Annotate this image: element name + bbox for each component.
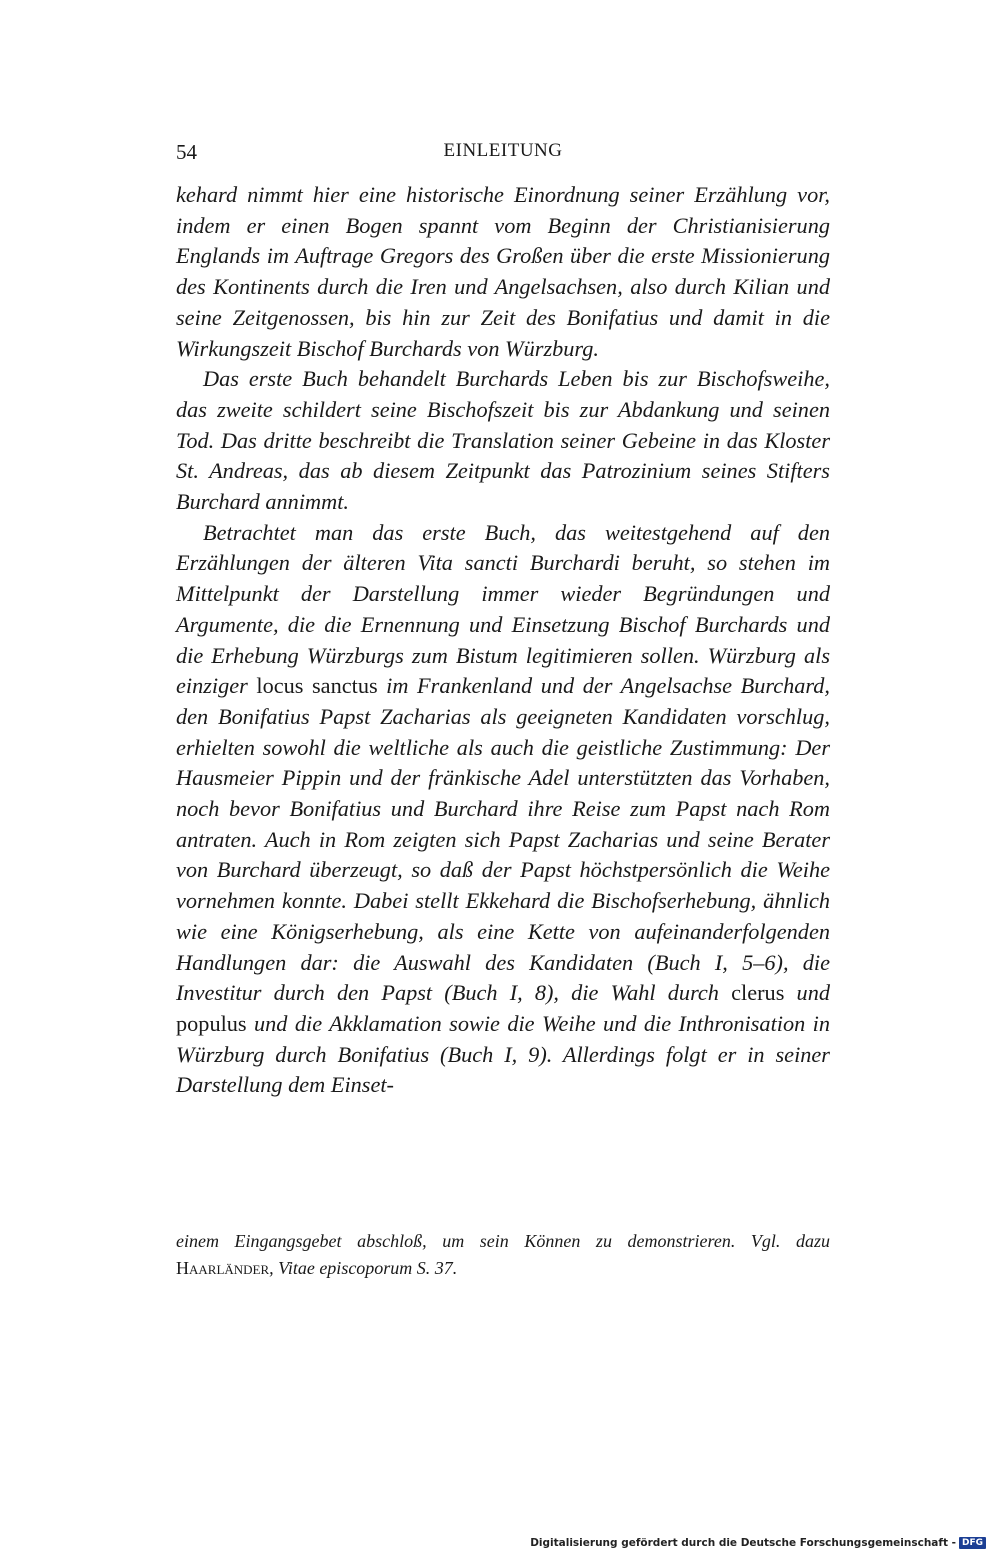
paragraph-1: kehard nimmt hier eine historische Einordnung seiner Erzählung vor, indem er einen Bogen spannt vom Beginn der Christianisierung Englands im Auftrage Gregors des Großen über die erste Missionierung des Kontinents durch die Iren und Angelsachsen, also durch Kilian und seine Zeitgenossen, bis hin zur Zeit des Bonifatius und damit in die Wirkungszeit Bischof Burchards von Würzburg. xyxy=(176,182,830,361)
paragraph-3-text-2: im Frankenland und der Angelsachse Burchard, den Bonifatius Papst Zacharias als geeigneten Kandidaten vorschlug, erhielten sowohl die weltliche als auch die geistliche Zustimmung: Der Hausmeier Pippin und der fränkische Adel unterstützten das Vorhaben, noch bevor Bonifatius und Burchard ihre Reise zum Papst nach Rom antraten. Auch in Rom zeigten sich Papst Zacharias und seine Berater von Burchard überzeugt, so daß der Papst höchstpersönlich die Weihe vornehmen konnte. Dabei stellt Ekkehard die Bischofserhebung, ähnlich wie eine Königserhebung, als eine Kette von aufeinanderfolgenden Handlungen dar: die Auswahl des Kandidaten (Buch I, 5–6), die Investitur durch den Papst (Buch I, 8), die Wahl durch xyxy=(176,673,830,1006)
paragraph-3-text-4: und die Akklamation sowie die Weihe und die Inthronisation in Würzburg durch Bonifatius (Buch I, 9). Allerdings folgt er in seiner Darstellung dem Einset- xyxy=(176,1010,830,1098)
dfg-logo-icon: DFG xyxy=(959,1537,986,1549)
paragraph-3-text-1: Betrachtet man das erste Buch, das weitestgehend auf den Erzählungen der älteren Vita sancti Burchardi beruht, so stehen im Mittelpunkt der Darstellung immer wieder Begründungen und Argumente, die die Ernennung und Einsetzung Bischof Burchards und die Erhebung Würzburgs zum Bistum legitimieren sollen. Würzburg als einziger xyxy=(176,519,830,699)
footnote-text xyxy=(176,1228,830,1282)
latin-term-clerus: clerus xyxy=(731,980,785,1006)
digitization-footer xyxy=(530,1535,986,1551)
footer-credit: Digitalisierung gefördert durch die Deutsche Forschungsgemeinschaft - xyxy=(530,1537,956,1549)
footnote-text-1: einem Eingangsgebet abschloß, um sein Können zu demonstrieren. Vgl. dazu xyxy=(176,1231,830,1251)
footnote-text-2: , Vitae episcoporum S. 37. xyxy=(269,1258,458,1278)
paragraph-2: Das erste Buch behandelt Burchards Leben bis zur Bischofsweihe, das zweite schildert seine Bischofszeit bis zur Abdankung und seinen Tod. Das dritte beschreibt die Translation seiner Gebeine in das Kloster St. Andreas, das ab diesem Zeitpunkt das Patrozinium seines Stifters Burchard annimmt. xyxy=(176,366,830,515)
latin-term-locus-sanctus: locus sanctus xyxy=(256,673,378,699)
paragraph-3-text-3: und xyxy=(784,980,831,1006)
page-header xyxy=(176,140,830,170)
page-number: 54 xyxy=(176,140,197,164)
running-head: EINLEITUNG xyxy=(443,140,563,161)
footnote-author: Haarländer xyxy=(176,1258,270,1278)
footnote xyxy=(176,1228,830,1282)
main-text xyxy=(176,180,830,1101)
latin-term-populus: populus xyxy=(176,1010,247,1036)
paragraph-3 xyxy=(176,518,830,1101)
